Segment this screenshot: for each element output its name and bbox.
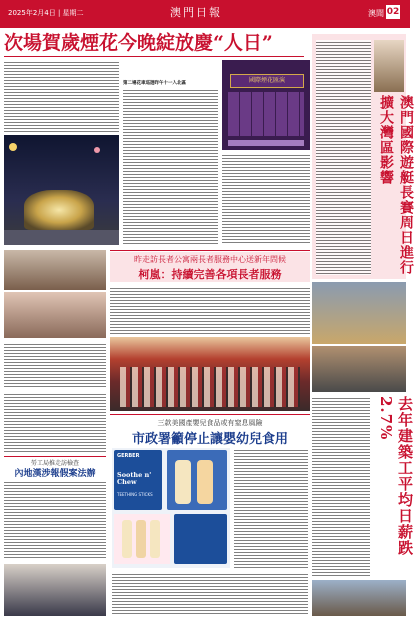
security-text — [4, 480, 106, 560]
headline-divider — [4, 56, 304, 57]
elderly-text-left — [4, 342, 106, 388]
worker-story-text — [312, 396, 370, 576]
product-photo-3 — [114, 514, 170, 564]
elderly-body-text — [110, 286, 310, 334]
masthead: 澳門日報 — [170, 6, 222, 19]
worker-headline: 去年建築工平均日薪跌2.7% — [377, 396, 414, 556]
fireworks-thumbnails — [228, 92, 304, 136]
recall-text-bottom — [112, 572, 308, 616]
parade-photo-caption: 第二場花車巡遊昨午十一入北區 — [123, 81, 186, 86]
fireworks-inset — [222, 60, 310, 150]
construction-photo-2 — [312, 346, 406, 392]
fireworks-text — [222, 153, 310, 245]
yacht-headline: 澳門國際遊艇長賽周日進行擴大灣區影響 — [378, 95, 414, 275]
product-brand-label: GERBER — [117, 453, 140, 459]
recall-divider — [110, 414, 310, 415]
elderly-group-photo — [110, 337, 310, 411]
product-box-4 — [174, 514, 227, 564]
recall-kicker: 三款美國產嬰兒食品或有窒息風險 — [157, 419, 263, 427]
elderly-kicker: 昨走訪長者公寓兩長者服務中心送新年問候 — [134, 255, 286, 264]
section-name: 澳聞 — [368, 9, 384, 18]
fireworks-inset-title: 國際煙花匯演 — [230, 74, 304, 88]
main-lead-text — [4, 60, 119, 132]
recall-product-area — [112, 448, 230, 568]
product-box-1 — [114, 450, 162, 510]
recall-text — [234, 448, 308, 568]
page-number: 02 — [386, 7, 400, 17]
main-body-text-col2 — [123, 88, 218, 245]
security-divider — [4, 456, 106, 457]
yacht-photo — [374, 40, 404, 92]
security-photo — [4, 564, 106, 616]
construction-photo-3 — [312, 580, 406, 616]
elderly-photo-2 — [4, 292, 106, 338]
security-kicker: 勞工局推走訪檢查 — [30, 460, 79, 467]
recall-headline: 市政署籲停止讓嬰幼兒食用 — [131, 432, 288, 447]
yacht-story-text — [316, 40, 371, 275]
parade-photo — [4, 135, 119, 245]
product-name-label: Soothe n' Chew — [117, 471, 152, 486]
product-sub-label: TEETHING STICKS — [117, 492, 153, 497]
issue-date: 2025年2月4日 | 星期二 — [8, 9, 84, 17]
elderly-text-left-2 — [4, 392, 106, 452]
elderly-photo-1 — [4, 250, 106, 290]
product-box-2 — [167, 450, 227, 510]
elderly-divider — [110, 250, 310, 251]
main-headline: 次場賀歲煙花今晚綻放慶“人日” — [4, 32, 273, 54]
fireworks-schedule-bar — [228, 140, 304, 146]
elderly-headline: 柯嵐：持續完善各項長者服務 — [138, 268, 282, 281]
security-headline: 內地漢涉報假案法辦 — [14, 469, 96, 479]
construction-photo-1 — [312, 282, 406, 344]
